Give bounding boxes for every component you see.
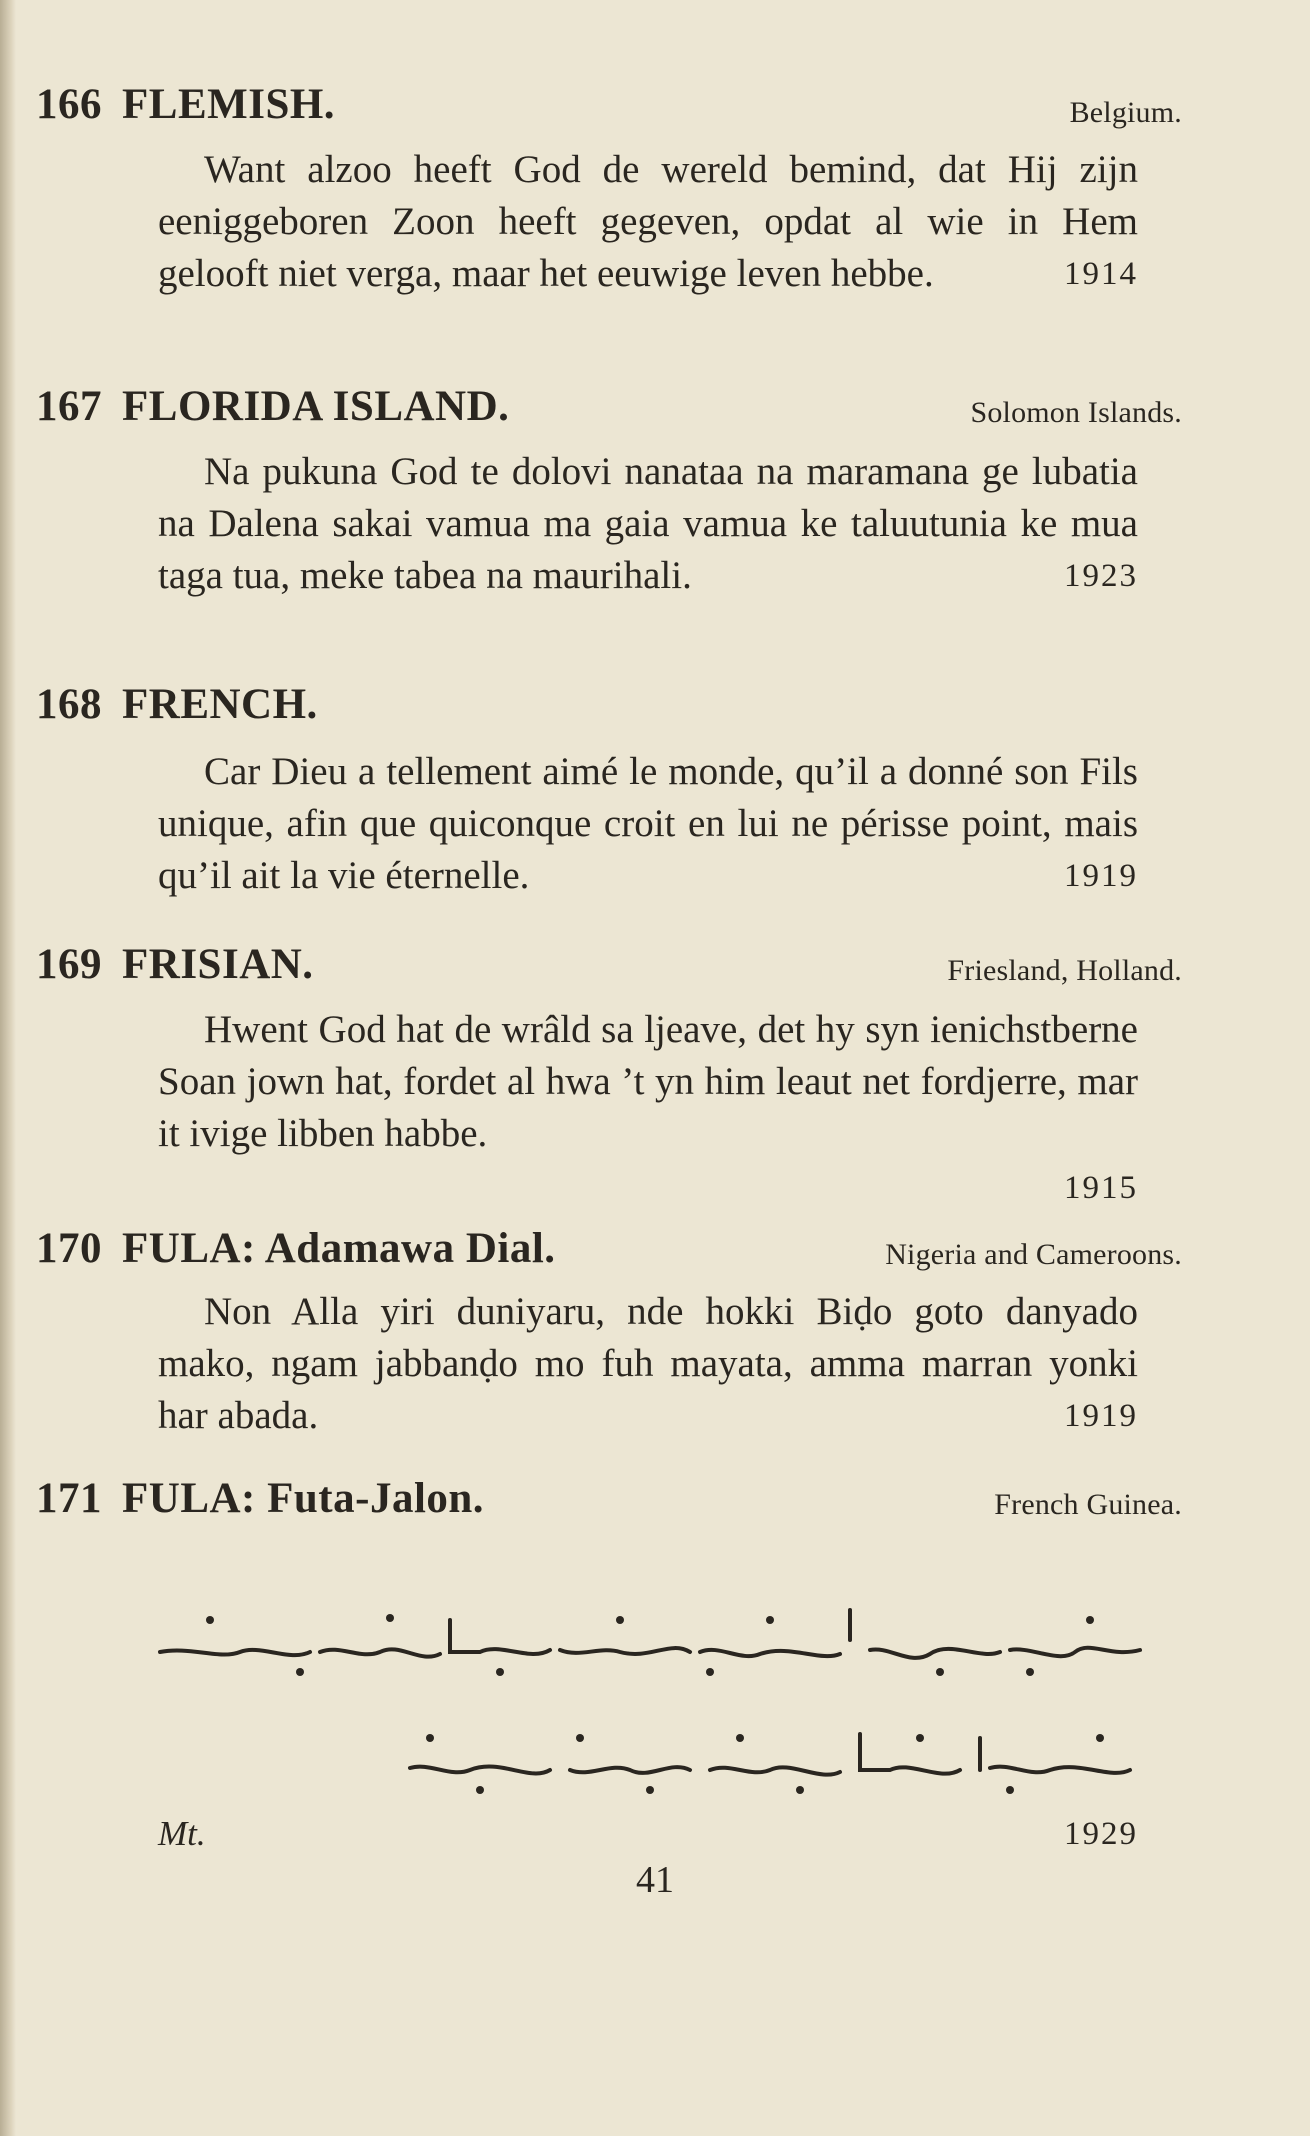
language-name: FULA: Futa-Jalon. (122, 1475, 485, 1522)
entry-167-text (158, 446, 1138, 654)
ajami-script-line-2 (150, 1698, 1150, 1808)
entry-number: 167 (36, 383, 102, 430)
entry-168-text (158, 746, 1138, 902)
language-name: FULA: Adamawa Dial. (122, 1225, 556, 1272)
region-label: Friesland, Holland. (947, 954, 1182, 987)
verse-text: Non Alla yiri duniyaru, nde hokki Biḍo goto danyado mako, ngam jabbanḍo mo fuh mayata, amma marran yonki har abada. (158, 1290, 1138, 1437)
verse-text: Na pukuna God te dolovi nanataa na maramana ge lubatia na Dalena sakai vamua ma gaia vamua ke taluutunia ke mua taga tua, meke tabea na maurihali. (158, 450, 1138, 597)
entry-number: 166 (36, 81, 102, 128)
year-label: 1923 (1064, 558, 1138, 594)
year-label: 1919 (1064, 1398, 1138, 1434)
verse-text: Car Dieu a tellement aimé le monde, qu’il a donné son Fils unique, afin que quiconque croit en lui ne périsse point, mais qu’il ait la vie éternelle. (158, 750, 1138, 897)
region-label: Nigeria and Cameroons. (885, 1238, 1182, 1271)
entry-number: 170 (36, 1225, 102, 1272)
entry-168-heading (36, 680, 1180, 730)
entry-170-text (158, 1286, 1138, 1442)
region-label: Belgium. (1069, 96, 1182, 129)
entry-169-text (158, 1004, 1138, 1160)
page-number: 41 (636, 1859, 674, 1901)
region-label: Solomon Islands. (970, 396, 1182, 429)
year-label: 1915 (1064, 1170, 1138, 1206)
year-label: 1919 (1064, 858, 1138, 894)
language-name: FLORIDA ISLAND. (122, 383, 510, 430)
verse-text: Want alzoo heeft God de wereld bemind, dat Hij zijn eeniggeboren Zoon heeft gegeven, opdat al wie in Hem gelooft niet verga, maar het eeuwige leven hebbe. (158, 148, 1138, 295)
language-name: FLEMISH. (122, 81, 336, 128)
entry-166-heading (36, 80, 1180, 130)
verse-text: Hwent God hat de wrâld sa ljeave, det hy syn ienichstberne Soan jown hat, fordet al hwa ’t yn him leaut net fordjerre, mar it ivige libben habbe. (158, 1008, 1138, 1155)
year-label: 1914 (1064, 256, 1138, 292)
entry-number: 168 (36, 681, 102, 728)
ajami-script-line-1 (150, 1580, 1150, 1690)
reference-note: Mt. (158, 1814, 206, 1853)
year-label: 1929 (1064, 1816, 1138, 1852)
language-name: FRISIAN. (122, 941, 314, 988)
entry-number: 171 (36, 1475, 102, 1522)
region-label: French Guinea. (994, 1488, 1182, 1521)
language-name: FRENCH. (122, 681, 318, 728)
entry-166-text (158, 144, 1138, 352)
entry-number: 169 (36, 941, 102, 988)
